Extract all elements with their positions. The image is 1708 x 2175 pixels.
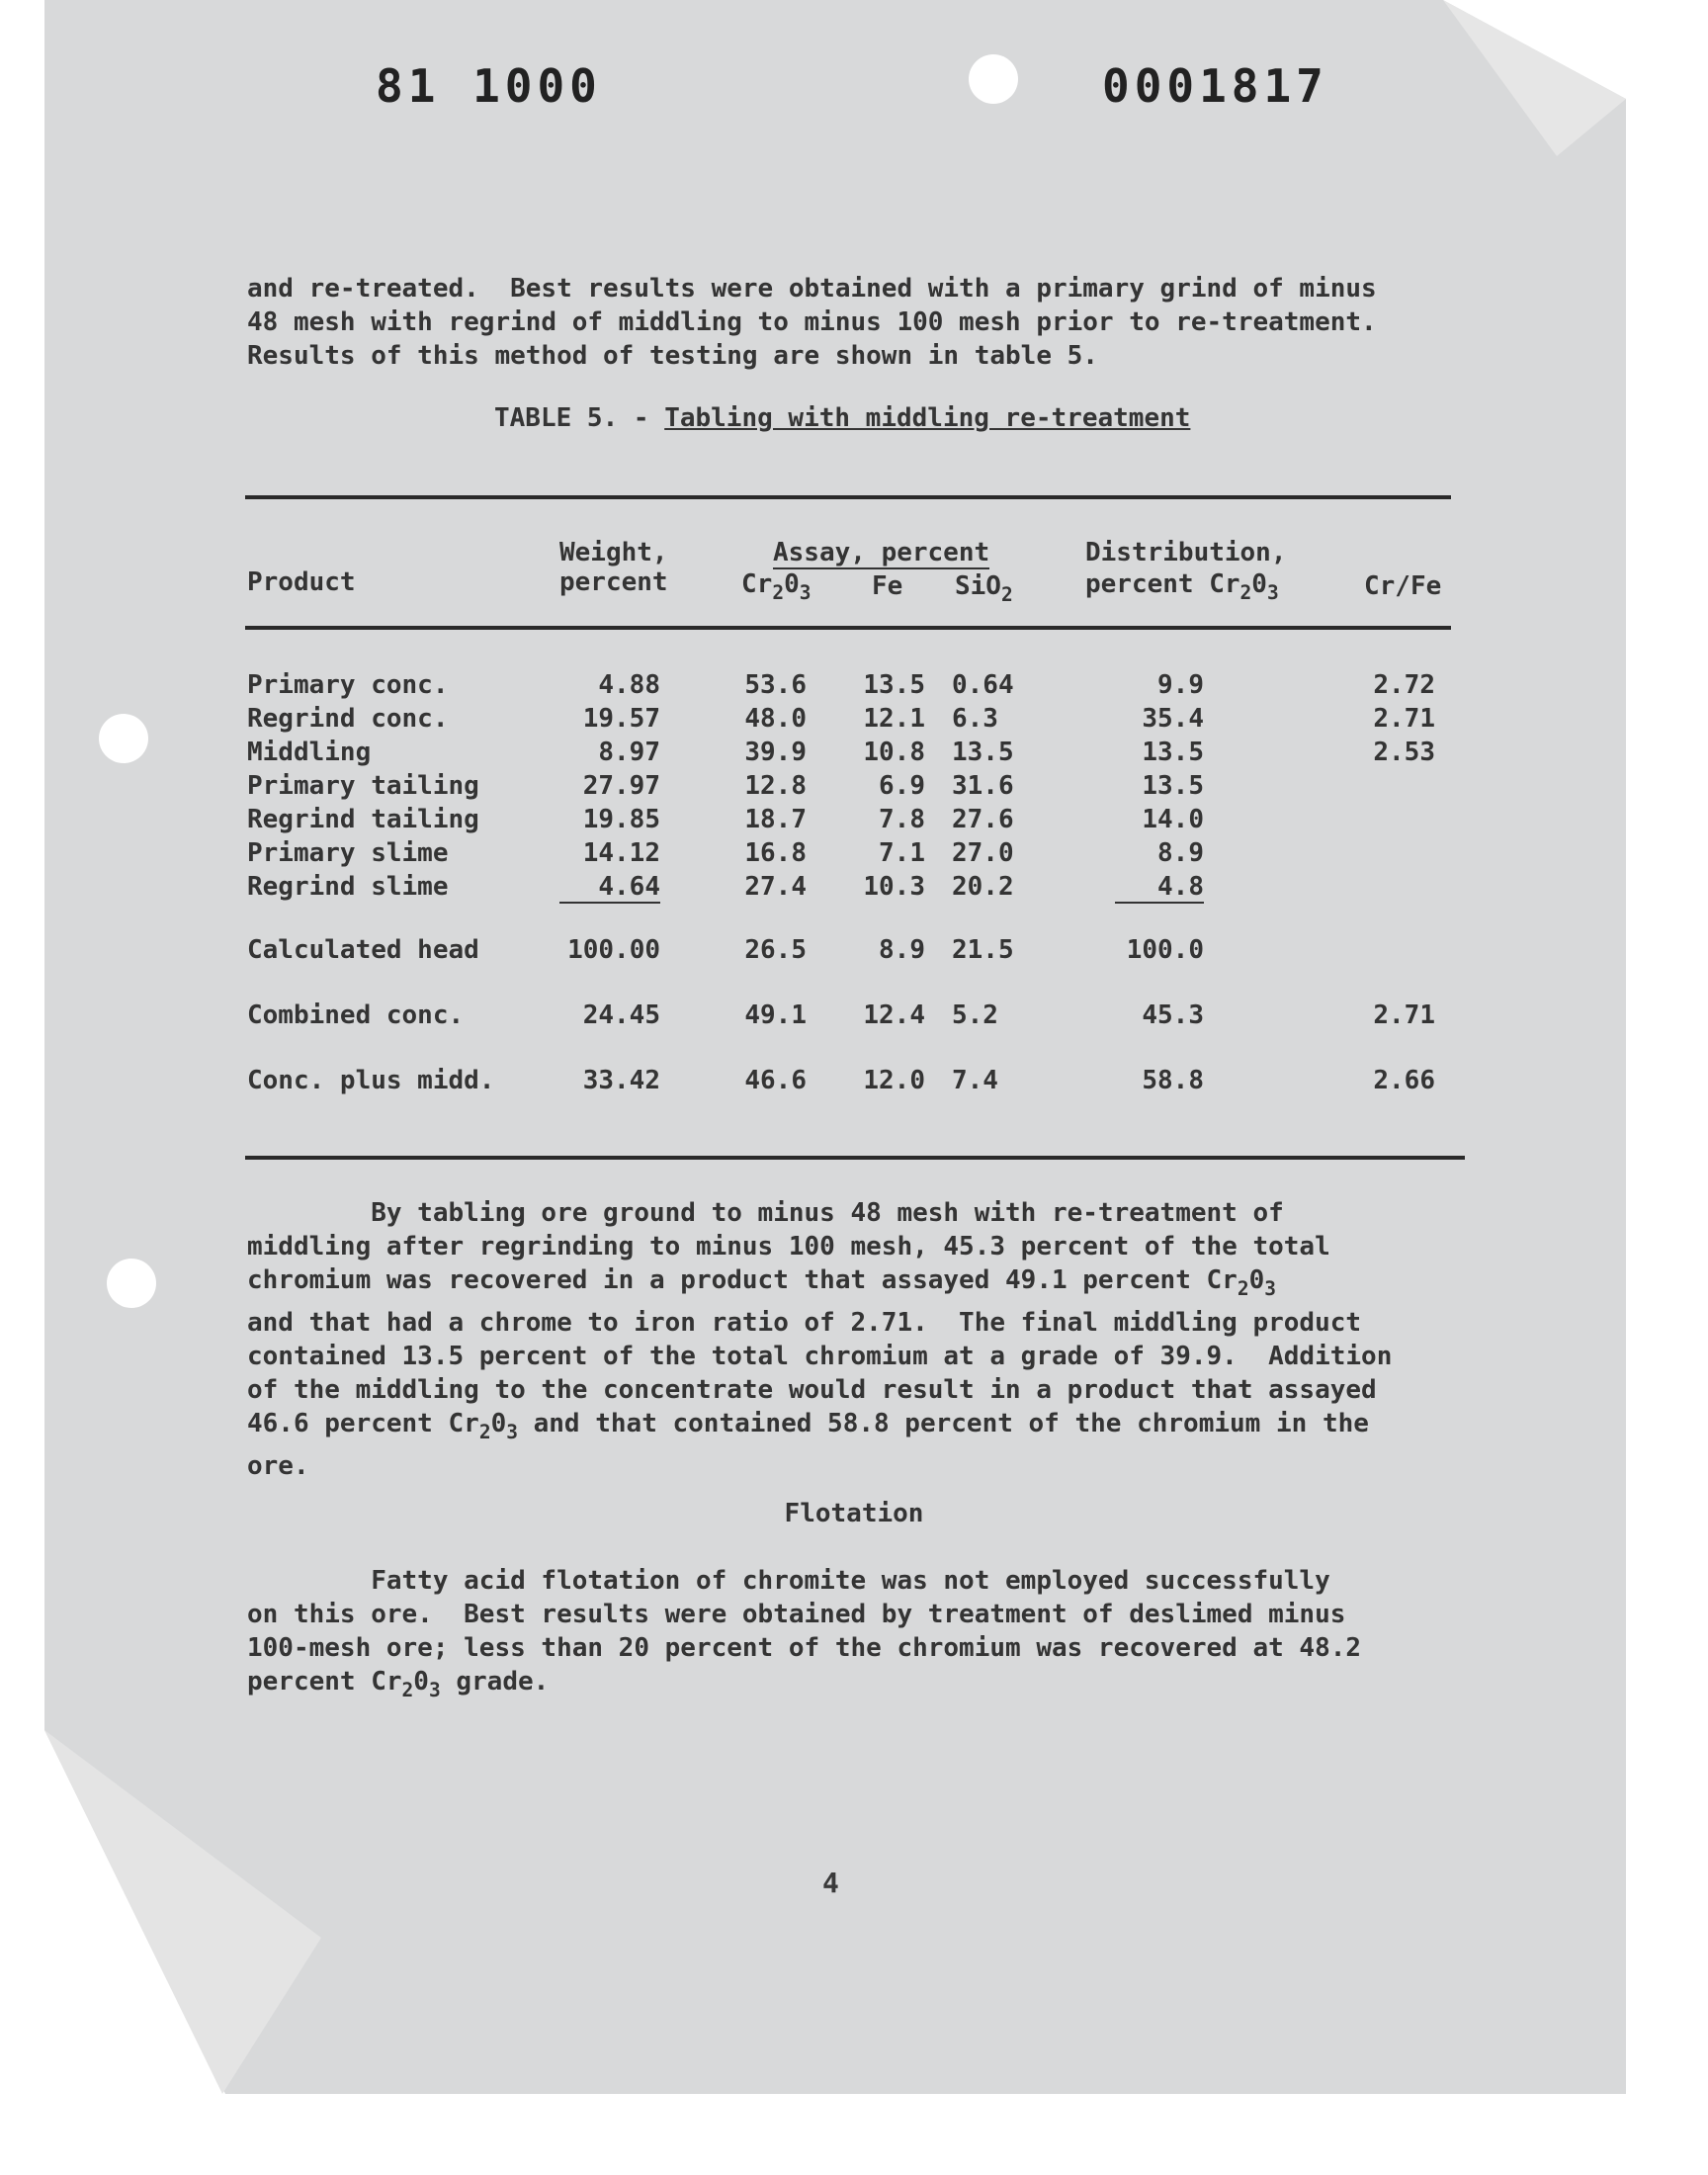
cell-product: Primary tailing <box>247 771 479 801</box>
cell-fe: 7.1 <box>879 838 925 868</box>
cell-product: Combined conc. <box>247 1000 465 1030</box>
cell-sio2: 31.6 <box>952 771 1014 801</box>
cell-sio2: 20.2 <box>952 872 1014 902</box>
cell-distribution: 14.0 <box>1142 805 1204 834</box>
section-heading-flotation: Flotation <box>784 1499 924 1528</box>
table-title-main: Tabling with middling re-treatment <box>664 403 1191 433</box>
cell-weight: 19.57 <box>582 704 660 734</box>
cell-sio2: 27.6 <box>952 805 1014 834</box>
cell-distribution: 13.5 <box>1142 738 1204 767</box>
cell-distribution: 8.9 <box>1157 838 1204 868</box>
cell-sio2: 6.3 <box>952 704 998 734</box>
cell-fe: 12.0 <box>863 1066 925 1095</box>
cell-distribution: 35.4 <box>1142 704 1204 734</box>
cell-weight: 24.45 <box>582 1000 660 1030</box>
cell-distribution: 100.0 <box>1126 935 1204 965</box>
header-weight-line2: percent <box>559 567 668 597</box>
cell-product: Conc. plus midd. <box>247 1066 495 1095</box>
header-bottom-rule <box>245 626 1451 630</box>
header-distribution-line1: Distribution, <box>1085 538 1287 567</box>
cell-distribution: 13.5 <box>1142 771 1204 801</box>
table-top-rule <box>245 495 1451 499</box>
cell-product: Primary conc. <box>247 670 449 700</box>
cell-sio2: 7.4 <box>952 1066 998 1095</box>
header-product: Product <box>247 567 356 597</box>
cell-crfe: 2.66 <box>1373 1066 1435 1095</box>
cell-weight: 4.88 <box>598 670 660 700</box>
cell-weight: 19.85 <box>582 805 660 834</box>
header-crfe: Cr/Fe <box>1364 571 1442 601</box>
cell-weight: 33.42 <box>582 1066 660 1095</box>
cell-weight: 27.97 <box>582 771 660 801</box>
cell-crfe: 2.53 <box>1373 738 1435 767</box>
cell-fe: 6.9 <box>879 771 925 801</box>
cell-weight: 14.12 <box>582 838 660 868</box>
cell-cr2o3: 39.9 <box>744 738 807 767</box>
cell-product: Middling <box>247 738 372 767</box>
cell-cr2o3: 26.5 <box>744 935 807 965</box>
cell-sio2: 27.0 <box>952 838 1014 868</box>
results-paragraph: By tabling ore ground to minus 48 mesh with re-treatment of middling after regrinding to minus 100 mesh, 45.3 percent of the total chromium was recovered in a product that assayed 49.1 percent $Cr_20_3$ and that had a chrome to iron ratio of 2.71. The final middling product contained 13.5 percent of the total chromium at a grade of 39.9. Addition of the middling to the concentrate would result in a product that assayed 46.6 percent $Cr_20_3$ and that contained 58.8 percent of the chromium in the ore. <box>247 1198 1393 1481</box>
cell-weight: 4.64 <box>559 872 660 904</box>
header-distribution-line2: percent $Cr_20_3$ <box>1085 569 1279 604</box>
cell-cr2o3: 53.6 <box>744 670 807 700</box>
cell-weight: 8.97 <box>598 738 660 767</box>
cell-cr2o3: 46.6 <box>744 1066 807 1095</box>
stamp-number-left: 81 1000 <box>376 59 602 113</box>
cell-product: Regrind conc. <box>247 704 449 734</box>
cell-distribution: 58.8 <box>1142 1066 1204 1095</box>
intro-line: 48 mesh with regrind of middling to minus 100 mesh prior to re-treatment. <box>247 307 1377 337</box>
punch-hole-left-upper <box>99 714 148 763</box>
intro-line: Results of this method of testing are shown in table 5. <box>247 341 1098 371</box>
cell-fe: 8.9 <box>879 935 925 965</box>
cell-fe: 12.4 <box>863 1000 925 1030</box>
table-title <box>494 403 1190 433</box>
intro-line: and re-treated. Best results were obtained with a primary grind of minus <box>247 274 1377 304</box>
table-title-prefix: TABLE 5. - <box>494 403 665 433</box>
header-assay: Assay, percent <box>773 538 990 567</box>
cell-distribution: 45.3 <box>1142 1000 1204 1030</box>
cell-product: Regrind slime <box>247 872 449 902</box>
cell-sio2: 21.5 <box>952 935 1014 965</box>
header-sio2: SiO$_2$ <box>955 571 1013 606</box>
cell-crfe: 2.71 <box>1373 704 1435 734</box>
cell-weight: 100.00 <box>567 935 660 965</box>
cell-crfe: 2.72 <box>1373 670 1435 700</box>
stamp-number-right: 0001817 <box>1102 59 1328 113</box>
cell-sio2: 0.64 <box>952 670 1014 700</box>
punch-hole-left-lower <box>107 1259 156 1308</box>
cell-product: Primary slime <box>247 838 449 868</box>
cell-cr2o3: 12.8 <box>744 771 807 801</box>
table-bottom-rule <box>245 1156 1465 1160</box>
cell-fe: 12.1 <box>863 704 925 734</box>
cell-sio2: 13.5 <box>952 738 1014 767</box>
cell-distribution: 9.9 <box>1157 670 1204 700</box>
cell-cr2o3: 48.0 <box>744 704 807 734</box>
header-cr2o3: $Cr_20_3$ <box>741 569 811 604</box>
cell-fe: 10.8 <box>863 738 925 767</box>
cell-cr2o3: 16.8 <box>744 838 807 868</box>
cell-cr2o3: 18.7 <box>744 805 807 834</box>
cell-product: Regrind tailing <box>247 805 479 834</box>
cell-product: Calculated head <box>247 935 479 965</box>
cell-fe: 10.3 <box>863 872 925 902</box>
cell-cr2o3: 49.1 <box>744 1000 807 1030</box>
intro-paragraph <box>247 272 1377 373</box>
cell-distribution: 4.8 <box>1115 872 1204 904</box>
header-weight-line1: Weight, <box>559 538 668 567</box>
cell-fe: 7.8 <box>879 805 925 834</box>
cell-cr2o3: 27.4 <box>744 872 807 902</box>
punch-hole-top <box>969 54 1018 104</box>
page-number: 4 <box>822 1867 839 1899</box>
cell-fe: 13.5 <box>863 670 925 700</box>
flotation-paragraph: Fatty acid flotation of chromite was not employed successfully on this ore. Best results were obtained by treatment of deslimed minus 100-mesh ore; less than 20 percent of the chromium was recovered at 48.2 percent $Cr_20_3$ grade. <box>247 1566 1362 1701</box>
cell-sio2: 5.2 <box>952 1000 998 1030</box>
header-fe: Fe <box>872 571 903 601</box>
cell-crfe: 2.71 <box>1373 1000 1435 1030</box>
